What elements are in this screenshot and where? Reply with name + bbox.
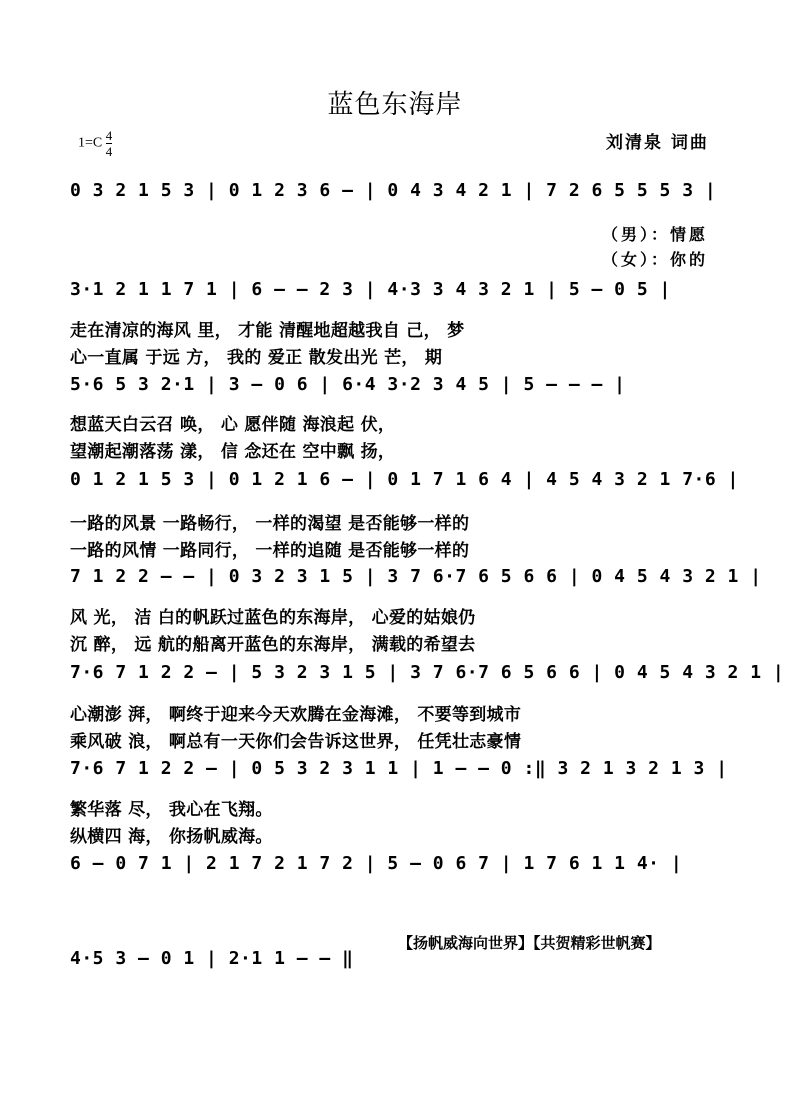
notation-line-1: 0 3 2 1 5 3 | 0 1 2 3 6 – | 0 4 3 4 2 1 | 7 2 6 5 5 5 3 |: [70, 180, 717, 201]
notation-line-4: 0 1 2 1 5 3 | 0 1 2 1 6 – | 0 1 7 1 6 4 | 4 5 4 3 2 1 7·6 |: [70, 469, 739, 490]
lyric-line-6b: 乘风破 浪， 啊总有一天你们会告诉这世界， 任凭壮志豪情: [70, 732, 522, 752]
time-numerator: 4: [105, 128, 113, 143]
lyric-line-5a: 风 光， 洁 白的帆跃过蓝色的东海岸， 心爱的姑娘仍: [70, 608, 476, 628]
notation-line-8: 6 – 0 7 1 | 2 1 7 2 1 7 2 | 5 – 0 6 7 | 1 7 6 1 1 4· |: [70, 853, 683, 874]
notation-line-5: 7 1 2 2 – – | 0 3 2 3 1 5 | 3 7 6·7 6 5 6 6 | 0 4 5 4 3 2 1 |: [70, 566, 762, 587]
notation-line-6: 7·6 7 1 2 2 – | 5 3 2 3 1 5 | 3 7 6·7 6 5 6 6 | 0 4 5 4 3 2 1 |: [70, 662, 785, 683]
key-label: 1=C: [78, 135, 103, 151]
lyric-line-4b: 一路的风情 一路同行， 一样的追随 是否能够一样的: [70, 541, 470, 561]
lyric-line-7b: 纵横四 海， 你扬帆威海。: [70, 827, 273, 847]
notation-line-7: 7·6 7 1 2 2 – | 0 5 3 2 3 1 1 | 1 – – 0 :‖ 3 2 1 3 2 1 3 |: [70, 758, 728, 779]
notation-line-2: 3·1 2 1 1 7 1 | 6 – – 2 3 | 4·3 3 4 3 2 1 | 5 – 0 5 |: [70, 279, 671, 300]
lyric-line-2b: 心一直属 于远 方， 我的 爱正 散发出光 芒， 期: [70, 348, 443, 368]
notation-line-3: 5·6 5 3 2·1 | 3 – 0 6 | 6·4 3·2 3 4 5 | 5 – – – |: [70, 374, 626, 395]
lyric-line-7a: 繁华落 尽， 我心在飞翔。: [70, 800, 273, 820]
lyric-line-3a: 想蓝天白云召 唤， 心 愿伴随 海浪起 伏，: [70, 415, 396, 435]
time-denominator: 4: [105, 144, 113, 159]
lyric-line-6a: 心潮澎 湃， 啊终于迎来今天欢腾在金海滩， 不要等到城市: [70, 705, 522, 725]
slogan-banner: 【扬帆威海向世界】【共贺精彩世帆赛】: [398, 934, 661, 952]
time-signature: [106, 128, 113, 159]
lyric-line-4a: 一路的风景 一路畅行， 一样的渴望 是否能够一样的: [70, 514, 470, 534]
role-female: （女）：你的: [602, 250, 709, 269]
key-signature: [78, 128, 112, 159]
role-male: （男）：情愿: [602, 225, 709, 244]
notation-line-9: 4·5 3 – 0 1 | 2·1 1 – – ‖: [70, 948, 354, 969]
lyric-line-5b: 沉 醉， 远 航的船离开蓝色的东海岸， 满载的希望去: [70, 635, 476, 655]
song-title: 蓝色东海岸: [327, 90, 463, 120]
lyric-line-3b: 望潮起潮落荡 漾， 信 念还在 空中飘 扬，: [70, 442, 396, 462]
author-credit: 刘清泉 词曲: [606, 133, 709, 153]
lyric-line-2a: 走在清凉的海风 里， 才能 清醒地超越我自 己， 梦: [70, 321, 465, 341]
